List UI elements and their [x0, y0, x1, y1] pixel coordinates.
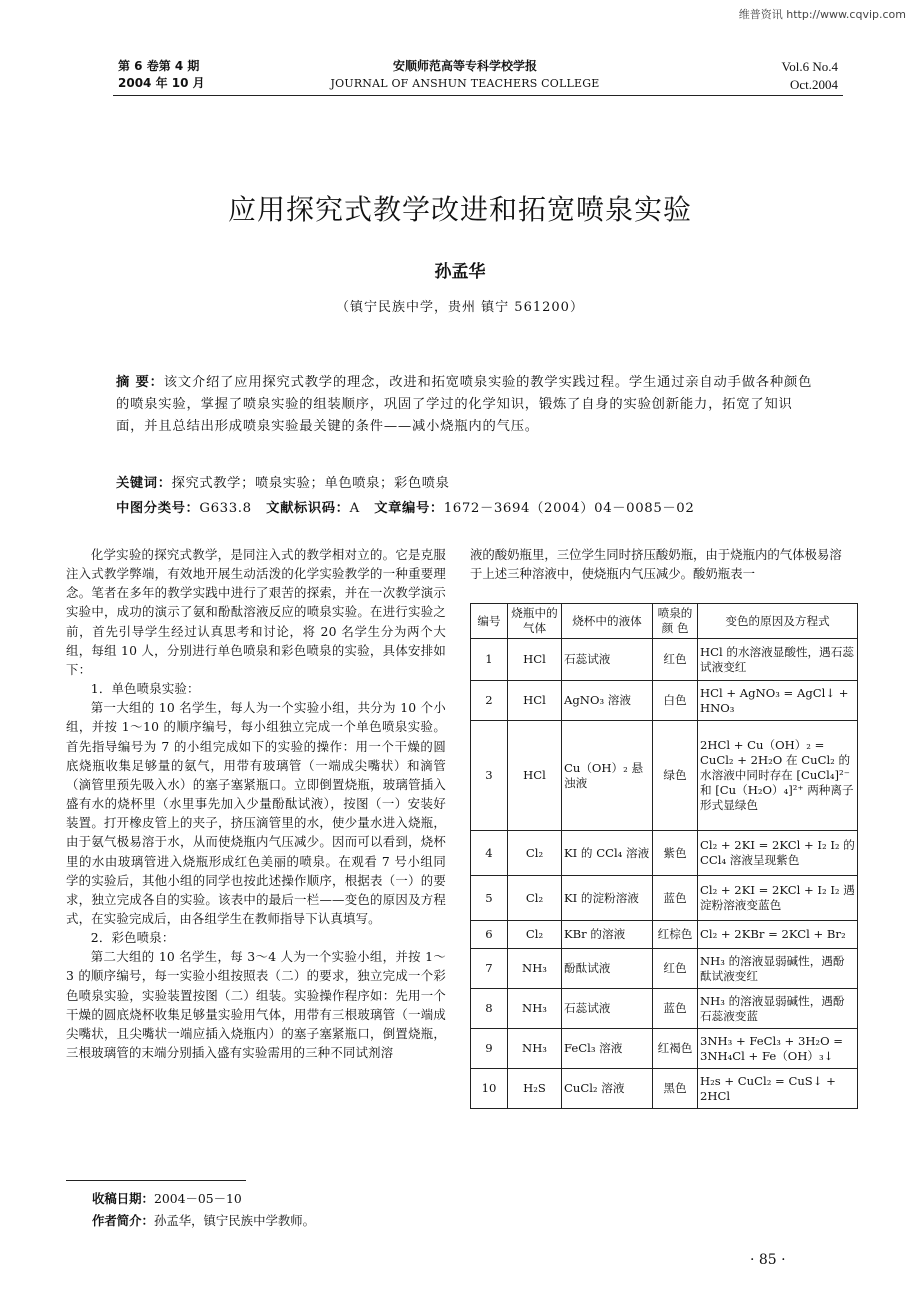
received-date [92, 1188, 315, 1210]
color-cell: 红色 [653, 949, 698, 989]
gas-cell: HCl [508, 721, 562, 831]
row-number-cell: 3 [471, 721, 508, 831]
liquid-cell: CuCl₂ 溶液 [562, 1069, 653, 1109]
bio-value: 孙孟华，镇宁民族中学教师。 [153, 1213, 316, 1228]
journal-name-en: JOURNAL OF ANSHUN TEACHERS COLLEGE [330, 77, 600, 90]
table-header-cell: 烧杯中的液体 [562, 604, 653, 639]
gas-cell: HCl [508, 639, 562, 681]
row-number-cell: 7 [471, 949, 508, 989]
row-number-cell: 5 [471, 876, 508, 921]
article-title: 应用探究式教学改进和拓宽喷泉实验 [227, 193, 692, 226]
clc-value: G633.8 [199, 501, 252, 516]
header-issue-en [782, 58, 838, 94]
gas-cell: HCl [508, 681, 562, 721]
row-number-cell: 1 [471, 639, 508, 681]
header-date-cn: 2004 年 10 月 [118, 76, 205, 90]
liquid-cell: 酚酞试液 [562, 949, 653, 989]
reason-cell: H₂s + CuCl₂ = CuS↓ + 2HCl [698, 1069, 858, 1109]
reason-cell: NH₃ 的溶液显弱碱性，遇酚酞试液变红 [698, 949, 858, 989]
gas-cell: NH₃ [508, 1029, 562, 1069]
received-label: 收稿日期： [92, 1191, 154, 1206]
reason-cell: 3NH₃ + FeCl₃ + 3H₂O = 3NH₄Cl + Fe（OH）₃↓ [698, 1029, 858, 1069]
doc-code-value: A [349, 501, 360, 516]
journal-name-cn: 安顺师范高等专科学校学报 [392, 59, 537, 73]
page-number: · 85 · [750, 1252, 786, 1268]
header-journal [300, 58, 630, 92]
reason-cell: 2HCl + Cu（OH）₂ = CuCl₂ + 2H₂O 在 CuCl₂ 的水溶液中同时存在 [CuCl₄]²⁻ 和 [Cu（H₂O）₄]²⁺ 两种离子形式显绿色 [698, 721, 858, 831]
table-row [471, 949, 858, 989]
table-row [471, 876, 858, 921]
footnotes [92, 1188, 315, 1232]
liquid-cell: 石蕊试液 [562, 639, 653, 681]
table-row [471, 639, 858, 681]
keywords-label: 关键词： [116, 476, 172, 491]
color-cell: 红棕色 [653, 921, 698, 949]
bio-label: 作者简介： [92, 1213, 154, 1228]
body-paragraph: 第一大组的 10 名学生，每人为一个实验小组，共分为 10 个小组，并按 1～10 的顺序编号，每小组独立完成一个单色喷泉实验。首先指导编号为 7 的小组完成如下的实验的操作：用一个干燥的圆底烧瓶收集足够量的氨气，用带有玻璃管（一端成尖嘴状）和滴管（滴管里预先吸入水）的塞子塞紧瓶口。立即倒置烧瓶，玻璃管插入盛有水的烧杯里（水里事先加入少量酚酞试液），按图（一）安装好装置。打开橡皮管上的夹子，挤压滴管里的水，使少量水进入烧瓶，由于氨气极易溶于水，从而使烧瓶内气压减少。因而可以看到，烧杯里的水由玻璃管进入烧瓶形成红色美丽的喷泉。在观看 7 号小组同学的实验后，其他小组的同学也按此述操作顺序，根据表（一）的要求，独立完成各自的实验。该表中的最后一栏——变色的原因及方程式，在实验完成后，由各组学生在教师指导下认真填写。 [66, 700, 446, 926]
row-number-cell: 8 [471, 989, 508, 1029]
classification-line [116, 497, 694, 516]
row-number-cell: 9 [471, 1029, 508, 1069]
table-row [471, 921, 858, 949]
reason-cell: HCl + AgNO₃ = AgCl↓ + HNO₃ [698, 681, 858, 721]
table-row [471, 1029, 858, 1069]
abstract [116, 372, 816, 438]
gas-cell: Cl₂ [508, 921, 562, 949]
reason-cell: Cl₂ + 2KBr = 2KCl + Br₂ [698, 921, 858, 949]
color-cell: 白色 [653, 681, 698, 721]
section-heading: 1．单色喷泉实验： [90, 681, 200, 697]
abstract-label: 摘 要： [116, 375, 164, 390]
article-number-label: 文章编号： [374, 501, 444, 516]
author-affiliation: （镇宁民族中学，贵州 镇宁 561200） [336, 300, 584, 315]
gas-cell: Cl₂ [508, 876, 562, 921]
body-right-intro: 液的酸奶瓶里，三位学生同时挤压酸奶瓶，由于烧瓶内的气体极易溶于上述三种溶液中，使烧瓶内气压减少。酸奶瓶表一 [470, 547, 842, 582]
color-cell: 蓝色 [653, 876, 698, 921]
footnote-rule [66, 1180, 246, 1181]
header-issue [118, 58, 205, 92]
received-value: 2004－05－10 [153, 1191, 242, 1206]
table-row [471, 1069, 858, 1109]
liquid-cell: AgNO₃ 溶液 [562, 681, 653, 721]
doc-code-label: 文献标识码： [266, 501, 350, 516]
gas-cell: NH₃ [508, 949, 562, 989]
table-header-cell: 喷泉的颜 色 [653, 604, 698, 639]
color-cell: 黑色 [653, 1069, 698, 1109]
body-paragraph: 化学实验的探究式教学，是同注入式的教学相对立的。它是克服注入式教学弊端，有效地开展生动活泼的化学实验教学的一种重要理念。笔者在多年的教学实践中进行了艰苦的探索，并在一次教学演示实验中，成功的演示了氨和酚酞溶液反应的喷泉实验。在进行实验之前，首先引导学生经过认真思考和讨论，将 20 名学生分为两个大组，每组 10 人，分别进行单色喷泉和彩色喷泉的实验，具体安排如下： [66, 547, 446, 677]
body-paragraph: 第二大组的 10 名学生，每 3～4 人为一个实验小组，并按 1～3 的顺序编号，每一实验小组按照表（二）的要求，独立完成一个彩色喷泉实验，实验装置按图（二）组装。实验操作程序如：先用一个干燥的圆底烧杯收集足够量实验用气体，用带有三根玻璃管（一端成尖嘴状，且尖嘴状一端应插入烧瓶内）的塞子塞紧瓶口，倒置烧瓶，三根玻璃管的末端分别插入盛有实验需用的三种不同试剂溶 [66, 949, 446, 1061]
header-volume-cn: 第 6 卷第 4 期 [118, 59, 200, 73]
body-left-column [66, 545, 446, 1062]
clc-label: 中图分类号： [116, 501, 200, 516]
abstract-text: 该文介绍了应用探究式教学的理念，改进和拓宽喷泉实验的教学实践过程。学生通过亲自动手做各种颜色的喷泉实验，掌握了喷泉实验的组装顺序，巩固了学过的化学知识，锻炼了自身的实验创新能力，拓宽了知识面，并且总结出形成喷泉实验最关键的条件——减小烧瓶内的气压。 [116, 375, 813, 434]
header-volume-en: Vol.6 No.4 [781, 59, 838, 74]
author-bio [92, 1210, 315, 1232]
liquid-cell: 石蕊试液 [562, 989, 653, 1029]
keywords-text: 探究式教学；喷泉实验；单色喷泉；彩色喷泉 [171, 476, 450, 491]
row-number-cell: 10 [471, 1069, 508, 1109]
header-rule [113, 95, 843, 96]
table-header-cell: 烧瓶中的气体 [508, 604, 562, 639]
reason-cell: Cl₂ + 2KI = 2KCl + I₂ I₂ 遇淀粉溶液变蓝色 [698, 876, 858, 921]
table-body [471, 639, 858, 1109]
row-number-cell: 4 [471, 831, 508, 876]
liquid-cell: KI 的淀粉溶液 [562, 876, 653, 921]
color-cell: 红褐色 [653, 1029, 698, 1069]
gas-cell: Cl₂ [508, 831, 562, 876]
gas-cell: NH₃ [508, 989, 562, 1029]
reason-cell: NH₃ 的溶液显弱碱性，遇酚石蕊液变蓝 [698, 989, 858, 1029]
header-date-en: Oct.2004 [789, 77, 838, 92]
color-cell: 绿色 [653, 721, 698, 831]
table-header-row [471, 604, 858, 639]
color-cell: 紫色 [653, 831, 698, 876]
gas-cell: H₂S [508, 1069, 562, 1109]
color-cell: 红色 [653, 639, 698, 681]
table-row [471, 989, 858, 1029]
color-cell: 蓝色 [653, 989, 698, 1029]
table-row [471, 721, 858, 831]
table-header-cell: 变色的原因及方程式 [698, 604, 858, 639]
liquid-cell: KBr 的溶液 [562, 921, 653, 949]
row-number-cell: 2 [471, 681, 508, 721]
article-number-value: 1672－3694（2004）04－0085－02 [443, 501, 695, 516]
reason-cell: Cl₂ + 2KI = 2KCl + I₂ I₂ 的 CCl₄ 溶液呈现紫色 [698, 831, 858, 876]
table-row [471, 831, 858, 876]
liquid-cell: Cu（OH）₂ 悬浊液 [562, 721, 653, 831]
section-heading: 2．彩色喷泉： [90, 930, 175, 946]
table-row [471, 681, 858, 721]
author-name: 孙孟华 [434, 262, 486, 282]
table-header-cell: 编号 [471, 604, 508, 639]
liquid-cell: KI 的 CCl₄ 溶液 [562, 831, 653, 876]
watermark: 维普资讯 http://www.cqvip.com [738, 8, 906, 21]
experiment-table [470, 603, 858, 1109]
row-number-cell: 6 [471, 921, 508, 949]
reason-cell: HCl 的水溶液显酸性，遇石蕊试液变红 [698, 639, 858, 681]
liquid-cell: FeCl₃ 溶液 [562, 1029, 653, 1069]
keywords [116, 472, 450, 491]
